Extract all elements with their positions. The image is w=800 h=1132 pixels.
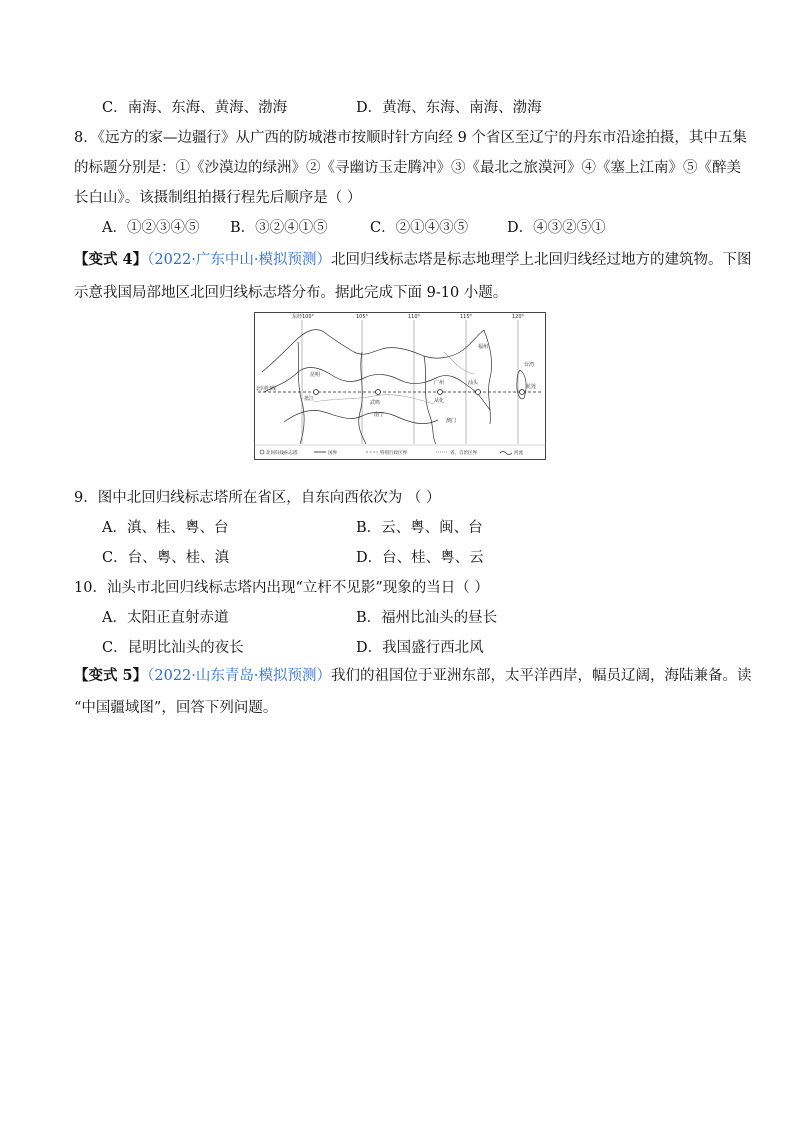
lon-label-105: 105° [356,314,369,320]
place-taiwan: 台湾 [524,362,535,368]
place-tropic: 北回归线 [256,386,277,392]
q7-option-d: D．黄海、东海、南海、渤海 [356,100,542,116]
q10-option-d: D．我国盛行西北风 [356,640,484,656]
q9-option-d: D．台、桂、粤、云 [356,550,484,566]
q8-option-a: A．①②③④⑤ [102,220,200,236]
q10-option-a: A．太阳正直射赤道 [102,610,229,626]
q9-option-a: A．滇、桂、粤、台 [102,520,229,536]
place-nanning: 南宁 [374,412,385,418]
lon-label-115: 115° [460,314,473,320]
variant5-source: （2022·山东青岛·模拟预测） [147,668,332,684]
lon-label-120: 120° [512,314,525,320]
place-kunming: 昆明 [310,372,321,378]
tropic-of-cancer-map [254,312,546,460]
q7-option-c: C．南海、东海、黄海、渤海 [102,100,288,116]
variant5-tag: 【变式 5】 [74,667,148,684]
variant4-line1 [74,250,752,270]
variant4-text1: 北回归线标志塔是标志地理学上北回归线经过地方的建筑物。下图 [331,252,752,268]
variant4-tag: 【变式 4】 [74,251,148,268]
q10-stem: 10．汕头市北回归线标志塔内出现“立杆不见影”现象的当日（ ） [74,580,489,596]
q9-stem: 9．图中北回归线标志塔所在省区，自东向西依次为 （ ） [74,490,441,506]
q9-option-b: B．云、粤、闽、台 [356,520,483,536]
q10-option-b: B．福州比汕头的昼长 [356,610,498,626]
q8-stem-line3: 长白山》。该摄制组拍摄行程先后顺序是（ ） [74,190,362,206]
legend-tower: 北回归线标志塔 [266,451,298,456]
place-conghua: 从化 [434,398,445,404]
place-macau: 澳门 [446,418,457,424]
variant5-text1: 我们的祖国位于亚洲东部，太平洋西岸，幅员辽阔，海陆兼备。读 [331,668,752,684]
legend-border: 国界 [328,451,337,456]
lon-label-110: 110° [408,314,421,320]
place-wuming: 武鸣 [370,400,381,406]
q8-option-d: D．④③②⑤① [507,220,606,236]
q8-stem-line1: 8．《远方的家—边疆行》从广西的防城港市按顺时针方向经 9 个省区至辽宁的丹东市沿途拍摄，其中五集 [74,130,747,146]
variant5-line1 [74,666,752,686]
legend-river: 河流 [514,451,523,456]
legend-sar: 特别行政区界 [380,451,407,456]
variant5-line2: “中国疆域图”，回答下列问题。 [74,700,278,716]
place-fuzhou: 福州 [478,344,489,350]
q8-option-b: B．③②④①⑤ [230,220,328,236]
place-guangzhou: 广州 [434,380,445,386]
legend-province: 省、自治区界 [450,451,477,456]
place-mojiang: 墨江 [304,396,315,402]
lon-label-100: 东经100° [292,314,315,320]
place-shantou: 汕头 [468,380,479,386]
q9-option-c: C．台、粤、桂、滇 [102,550,230,566]
variant4-line2: 示意我国局部地区北回归线标志塔分布。据此完成下面 9-10 小题。 [74,285,508,301]
q8-option-c: C．②①④③⑤ [370,220,469,236]
place-hualien: 花莲 [526,384,537,390]
variant4-source: （2022·广东中山·模拟预测） [147,252,332,268]
q10-option-c: C．昆明比汕头的夜长 [102,640,244,656]
q8-stem-line2: 的标题分别是：①《沙漠边的绿洲》②《寻幽访玉走腾冲》③《最北之旅漠河》④《塞上江南》⑤《醉美 [74,160,741,176]
